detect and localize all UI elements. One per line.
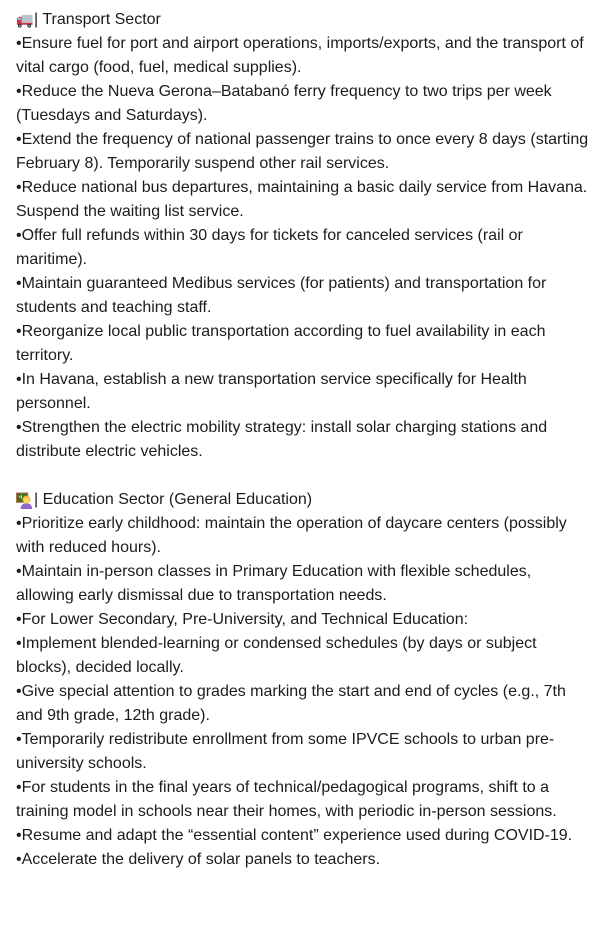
list-item: •Temporarily redistribute enrollment from some IPVCE schools to urban pre-university schools. [16, 731, 555, 772]
list-item: •For Lower Secondary, Pre-University, and Technical Education: [16, 611, 469, 628]
list-item: •Reduce national bus departures, maintaining a basic daily service from Havana. Suspend the waiting list service. [16, 179, 588, 220]
section-title: | Transport Sector [34, 11, 161, 28]
list-item: •Extend the frequency of national passenger trains to once every 8 days (starting February 8). Temporarily suspend other rail services. [16, 131, 589, 172]
section-heading [16, 488, 591, 512]
list-item: •Ensure fuel for port and airport operations, imports/exports, and the transport of vital cargo (food, fuel, medical supplies). [16, 35, 584, 76]
list-item: •Implement blended-learning or condensed schedules (by days or subject blocks), decided locally. [16, 635, 537, 676]
delivery-truck-icon [16, 12, 33, 29]
spacer [16, 464, 591, 488]
list-item: •Prioritize early childhood: maintain the operation of daycare centers (possibly with reduced hours). [16, 515, 567, 556]
list-item: •In Havana, establish a new transportation service specifically for Health personnel. [16, 371, 527, 412]
teacher-icon [16, 492, 33, 509]
list-item: •Give special attention to grades marking the start and end of cycles (e.g., 7th and 9th grade, 12th grade). [16, 683, 566, 724]
list-item: •Maintain guaranteed Medibus services (for patients) and transportation for students and teaching staff. [16, 275, 547, 316]
section-title: | Education Sector (General Education) [34, 491, 313, 508]
list-item: •Accelerate the delivery of solar panels to teachers. [16, 851, 381, 868]
list-item: •Reorganize local public transportation according to fuel availability in each territory. [16, 323, 546, 364]
list-item: •For students in the final years of technical/pedagogical programs, shift to a training model in schools near their homes, with periodic in-person sessions. [16, 779, 557, 820]
list-item: •Reduce the Nueva Gerona–Batabanó ferry frequency to two trips per week (Tuesdays and Saturdays). [16, 83, 552, 124]
section-heading [16, 8, 591, 32]
list-item: •Offer full refunds within 30 days for tickets for canceled services (rail or maritime). [16, 227, 523, 268]
transport-section [16, 8, 591, 464]
list-item: •Resume and adapt the “essential content” experience used during COVID-19. [16, 827, 573, 844]
list-item: •Maintain in-person classes in Primary Education with flexible schedules, allowing early dismissal due to transportation needs. [16, 563, 532, 604]
education-section [16, 488, 591, 872]
list-item: •Strengthen the electric mobility strategy: install solar charging stations and distribute electric vehicles. [16, 419, 548, 460]
